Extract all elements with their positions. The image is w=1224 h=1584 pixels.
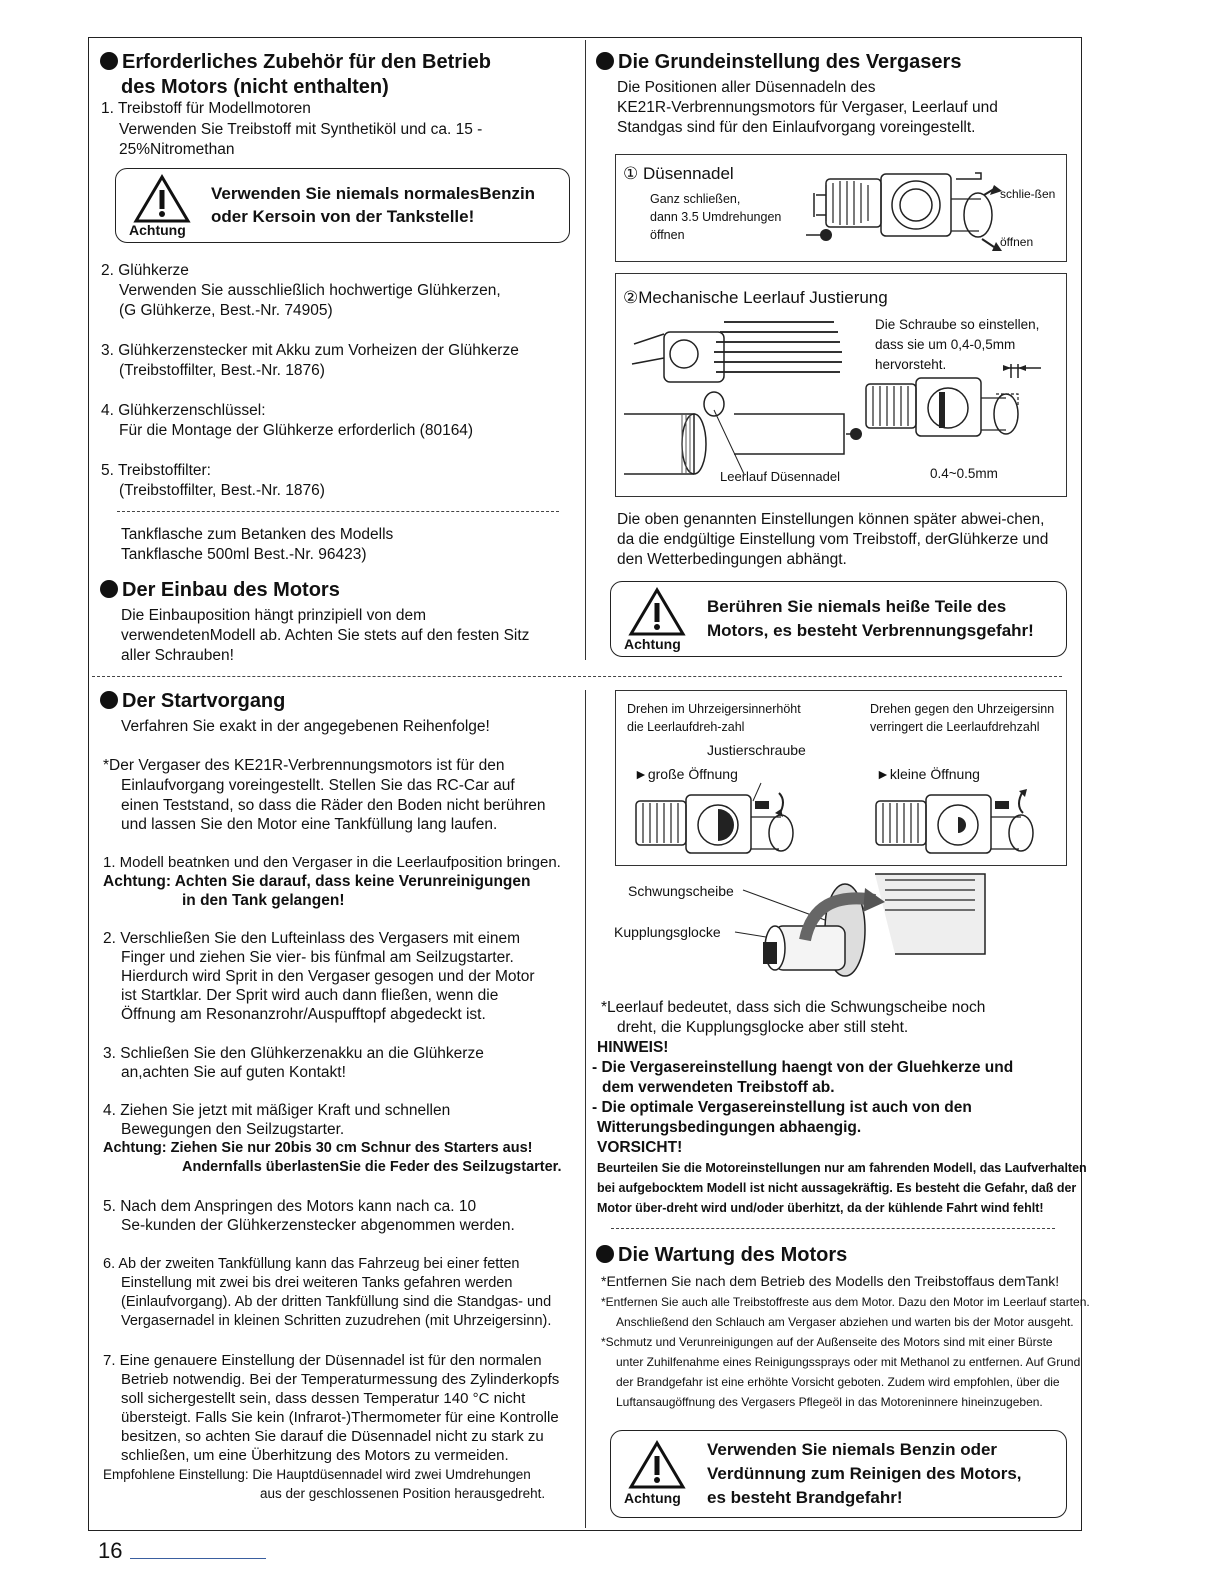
- bullet-icon: [100, 691, 118, 709]
- vorsicht-text: Motor über-dreht wird und/oder überhitzt, da der kühlende Fahrt wind fehlt!: [597, 1201, 1044, 1215]
- step-6-text: Einstellung mit zwei bis drei weiteren Tanks gefahren werden: [121, 1275, 513, 1291]
- idle-text: Drehen gegen den Uhrzeigersinn: [870, 702, 1055, 716]
- acc-item-1-text: Verwenden Sie Treibstoff mit Synthetiköl und ca. 15 -: [119, 121, 483, 138]
- big-opening-label: ►große Öffnung: [634, 766, 738, 782]
- acc-item-5: 5. Treibstoffilter:: [101, 462, 211, 479]
- acc-item-2-text: Verwenden Sie ausschließlich hochwertige Glühkerzen,: [119, 282, 501, 299]
- acc-heading: Erforderliches Zubehör für den Betrieb: [100, 50, 491, 74]
- idle-note: *Leerlauf bedeutet, dass sich die Schwungscheibe noch: [601, 999, 986, 1016]
- step-2-text: Öffnung am Resonanzrohr/Auspufftopf abgedeckt ist.: [121, 1006, 486, 1023]
- start-note: einen Teststand, so dass die Räder den Boden nicht berühren: [121, 797, 546, 814]
- column-divider-bottom: [585, 690, 586, 1528]
- clutch-label: Kupplungsglocke: [614, 924, 721, 940]
- hinweis-text: dem verwendeten Treibstoff ab.: [602, 1079, 835, 1096]
- step-4-warning: Achtung: Ziehen Sie nur 20bis 30 cm Schnur des Starters aus!: [103, 1140, 533, 1156]
- diagram-label-open: öffnen: [1000, 235, 1034, 249]
- einbau-heading: Der Einbau des Motors: [100, 578, 340, 602]
- item-divider: [117, 511, 559, 512]
- acc-item-4-text: Für die Montage der Glühkerze erforderlich (80164): [119, 422, 474, 439]
- step-7-text: übersteigt. Falls Sie kein (Infrarot-)Thermometer für eine Kontrolle: [121, 1409, 559, 1426]
- acc-item-5-text: (Treibstoffilter, Best.-Nr. 1876): [119, 482, 325, 499]
- step-4-text: Bewegungen den Seilzugstarter.: [121, 1121, 345, 1138]
- idle-text: die Leerlaufdreh-zahl: [627, 720, 745, 734]
- grund-text: Die Positionen aller Düsennadeln des: [617, 79, 876, 96]
- screw-label: Justierschraube: [707, 742, 806, 758]
- bullet-icon: [100, 52, 118, 70]
- acc-item-2-text: (G Glühkerze, Best.-Nr. 74905): [119, 302, 333, 319]
- acc-item-4: 4. Glühkerzenschlüssel:: [101, 402, 266, 419]
- grund-after: den Wetterbedingungen abhängt.: [617, 551, 847, 568]
- carburetor-drawing: [806, 159, 1006, 259]
- step-7-text: schließen, um eine Überhitzung des Motors zu vermeiden.: [121, 1447, 509, 1464]
- step-2-text: Finger und ziehen Sie vier- bis fünfmal am Seilzugstarter.: [121, 949, 514, 966]
- vorsicht-text: Beurteilen Sie die Motoreinstellungen nur am fahrenden Modell, das Laufverhalten: [597, 1161, 1087, 1175]
- grund-after: Die oben genannten Einstellungen können später abwei-chen,: [617, 511, 1045, 528]
- step-1: 1. Modell beatnken und den Vergaser in die Leerlaufposition bringen.: [103, 854, 561, 871]
- step-7-recommendation: Empfohlene Einstellung: Die Hauptdüsennadel wird zwei Umdrehungen: [103, 1467, 531, 1482]
- warning-label: Achtung: [624, 636, 681, 652]
- carburetor-small-opening-drawing: [871, 783, 1056, 863]
- start-heading: Der Startvorgang: [100, 689, 285, 713]
- grund-heading: Die Grundeinstellung des Vergasers: [596, 50, 961, 74]
- diagram-text: dass sie um 0,4-0,5mm: [875, 337, 1016, 352]
- duesennadel-diagram: [615, 154, 1067, 262]
- hinweis-text: - Die optimale Vergasereinstellung ist auch von den: [592, 1099, 972, 1116]
- step-7-recommendation: aus der geschlossenen Position herausgedreht.: [260, 1486, 546, 1501]
- step-3: 3. Schließen Sie den Glühkerzenakku an die Glühkerze: [103, 1045, 484, 1062]
- column-divider-top: [585, 40, 586, 660]
- acc-item-3: 3. Glühkerzenstecker mit Akku zum Vorheizen der Glühkerze: [101, 342, 519, 359]
- acc-item-1: 1. Treibstoff für Modellmotoren: [101, 100, 311, 117]
- tank-text: Tankflasche zum Betanken des Modells: [121, 526, 394, 543]
- engine-drawing: [624, 314, 854, 474]
- warning-triangle-icon: [627, 588, 687, 638]
- bullet-icon: [596, 52, 614, 70]
- bullet-icon: [596, 1245, 614, 1263]
- start-note: Einlaufvorgang voreingestellt. Stellen Sie das RC-Car auf: [121, 777, 515, 794]
- step-3-text: an,achten Sie auf guten Kontakt!: [121, 1064, 346, 1081]
- step-7: 7. Eine genauere Einstellung der Düsennadel ist für den normalen: [103, 1352, 542, 1369]
- warning-triangle-icon: [627, 1441, 687, 1491]
- step-2-text: Hierdurch wird Sprit in den Vergaser gesogen und der Motor: [121, 968, 535, 985]
- step-4: 4. Ziehen Sie jetzt mit mäßiger Kraft und schnellen: [103, 1102, 451, 1119]
- acc-item-2: 2. Glühkerze: [101, 262, 189, 279]
- diagram-text: dann 3.5 Umdrehungen: [650, 210, 782, 224]
- start-note: und lassen Sie den Motor eine Tankfüllung lang laufen.: [121, 816, 498, 833]
- step-1-warning: Achtung: Achten Sie darauf, dass keine Verunreinigungen: [103, 873, 531, 890]
- step-5-text: Se-kunden der Glühkerzenstecker abgenommen werden.: [121, 1217, 515, 1234]
- wartung-text: *Entfernen Sie nach dem Betrieb des Modells den Treibstoffaus demTank!: [601, 1273, 1060, 1289]
- step-6-text: (Einlaufvorgang). Ab der dritten Tankfüllung sind die Standgas- und: [121, 1294, 552, 1310]
- small-opening-label: ►kleine Öffnung: [876, 766, 980, 782]
- step-6: 6. Ab der zweiten Tankfüllung kann das Fahrzeug bei einer fetten: [103, 1256, 520, 1272]
- diagram-title: ②Mechanische Leerlauf Justierung: [623, 288, 888, 307]
- diagram-title: ① Düsennadel: [623, 164, 734, 183]
- step-5: 5. Nach dem Anspringen des Motors kann nach ca. 10: [103, 1198, 477, 1215]
- step-7-text: besitzen, so achten Sie darauf die Düsennadel nicht zu stark zu: [121, 1428, 544, 1445]
- warning-box-fuel: [115, 168, 570, 243]
- flywheel-label: Schwungscheibe: [628, 883, 734, 899]
- notes-divider: [611, 1228, 1055, 1229]
- idle-screw-diagram: [615, 690, 1067, 866]
- warning-box-fire: [610, 1430, 1067, 1518]
- vorsicht-text: bei aufgebocktem Modell ist nicht aussagekräftig. Es besteht die Gefahr, daß der: [597, 1181, 1077, 1195]
- hinweis-text: Witterungsbedingungen abhaengig.: [597, 1119, 862, 1136]
- hinweis-text: - Die Vergasereinstellung haengt von der Gluehkerze und: [592, 1059, 1014, 1076]
- step-2-text: ist Startklar. Der Sprit wird auch dann fließen, wenn die: [121, 987, 499, 1004]
- einbau-text: Die Einbauposition hängt prinzipiell von dem: [121, 607, 427, 624]
- carburetor-big-opening-drawing: [631, 783, 816, 863]
- step-7-text: Betrieb notwendig. Bei der Temperaturmessung des Zylinderkopfs: [121, 1371, 560, 1388]
- flywheel-clutch-drawing: [735, 870, 995, 1000]
- acc-item-3-text: (Treibstoffilter, Best.-Nr. 1876): [119, 362, 325, 379]
- grund-after: da die endgültige Einstellung vom Treibstoff, derGlühkerze und: [617, 531, 1049, 548]
- diagram-text: hervorsteht.: [875, 357, 947, 372]
- grund-text: KE21R-Verbrennungsmotors für Vergaser, Leerlauf und: [617, 99, 998, 116]
- idle-note: dreht, die Kupplungsglocke aber still steht.: [617, 1019, 909, 1036]
- wartung-text: der Brandgefahr ist eine erhöhte Vorsicht geboten. Zudem wird empfohlen, über die: [616, 1375, 1060, 1389]
- warning-text: Verdünnung zum Reinigen des Motors,: [707, 1464, 1022, 1483]
- warning-text: Verwenden Sie niemals Benzin oder: [707, 1440, 998, 1459]
- idle-text: verringert die Leerlaufdrehzahl: [870, 720, 1040, 734]
- warning-label: Achtung: [624, 1490, 681, 1506]
- warning-text: Berühren Sie niemals heiße Teile des: [707, 597, 1007, 616]
- wartung-text: Anschließend den Schlauch am Vergaser abziehen und warten bis der Motor ausgeht.: [616, 1315, 1074, 1329]
- diagram-label-close: schlie-ßen: [1000, 187, 1056, 201]
- wartung-heading: Die Wartung des Motors: [596, 1243, 847, 1267]
- vorsicht-heading: VORSICHT!: [597, 1139, 683, 1156]
- warning-box-hot: [610, 581, 1067, 657]
- warning-text: Verwenden Sie niemals normalesBenzin: [211, 184, 536, 203]
- acc-heading-2: des Motors (nicht enthalten): [121, 76, 389, 98]
- needle-label: Leerlauf Düsennadel: [720, 469, 840, 484]
- step-1-warning: in den Tank gelangen!: [182, 892, 345, 909]
- step-6-text: Vergasernadel in kleinen Schritten zuzudrehen (mit Uhrzeigersinn).: [121, 1313, 552, 1329]
- gap-label: 0.4~0.5mm: [930, 466, 998, 481]
- warning-text: oder Kersoin von der Tankstelle!: [211, 207, 475, 226]
- start-note: *Der Vergaser des KE21R-Verbrennungsmotors ist für den: [103, 757, 505, 774]
- section-divider: [92, 676, 1062, 677]
- diagram-text: öffnen: [650, 228, 685, 242]
- step-4-warning: Andernfalls überlastenSie die Feder des Seilzugstarter.: [182, 1159, 562, 1175]
- idle-text: Drehen im Uhrzeigersinnerhöht: [627, 702, 801, 716]
- start-intro: Verfahren Sie exakt in der angegebenen Reihenfolge!: [121, 718, 490, 735]
- diagram-text: Die Schraube so einstellen,: [875, 317, 1040, 332]
- grund-text: Standgas sind für den Einlaufvorgang voreingestellt.: [617, 119, 976, 136]
- hinweis-heading: HINWEIS!: [597, 1039, 669, 1056]
- wartung-text: unter Zuhilfenahme eines Reinigungssprays oder mit Methanol zu entfernen. Auf Grund: [616, 1355, 1081, 1369]
- leerlauf-diagram: [615, 273, 1067, 497]
- wartung-text: *Schmutz und Verunreinigungen auf der Außenseite des Motors sind mit einer Bürste: [601, 1335, 1053, 1349]
- diagram-text: Ganz schließen,: [650, 192, 741, 206]
- wartung-text: *Entfernen Sie auch alle Treibstoffreste aus dem Motor. Dazu den Motor im Leerlauf starten.: [601, 1295, 1090, 1309]
- carburetor-drawing: [846, 364, 1056, 464]
- einbau-text: verwendetenModell ab. Achten Sie stets auf den festen Sitz: [121, 627, 530, 644]
- tank-text: Tankflasche 500ml Best.-Nr. 96423): [121, 546, 367, 563]
- einbau-text: aller Schrauben!: [121, 647, 234, 664]
- step-2: 2. Verschließen Sie den Lufteinlass des Vergasers mit einem: [103, 930, 521, 947]
- warning-text: es besteht Brandgefahr!: [707, 1488, 903, 1507]
- warning-label: Achtung: [129, 222, 186, 238]
- acc-item-1-text: 25%Nitromethan: [119, 141, 235, 158]
- warning-text: Motors, es besteht Verbrennungsgefahr!: [707, 621, 1034, 640]
- bullet-icon: [100, 580, 118, 598]
- page-number: 16: [98, 1538, 123, 1563]
- warning-triangle-icon: [132, 175, 192, 225]
- wartung-text: Luftansaugöffnung des Vergasers Pflegeöl in das Motoreninnere hineinzugeben.: [616, 1395, 1043, 1409]
- step-7-text: soll sichergestellt sein, dass dessen Temperatur 140 °C nicht: [121, 1390, 526, 1407]
- page-number-underline: [130, 1558, 266, 1559]
